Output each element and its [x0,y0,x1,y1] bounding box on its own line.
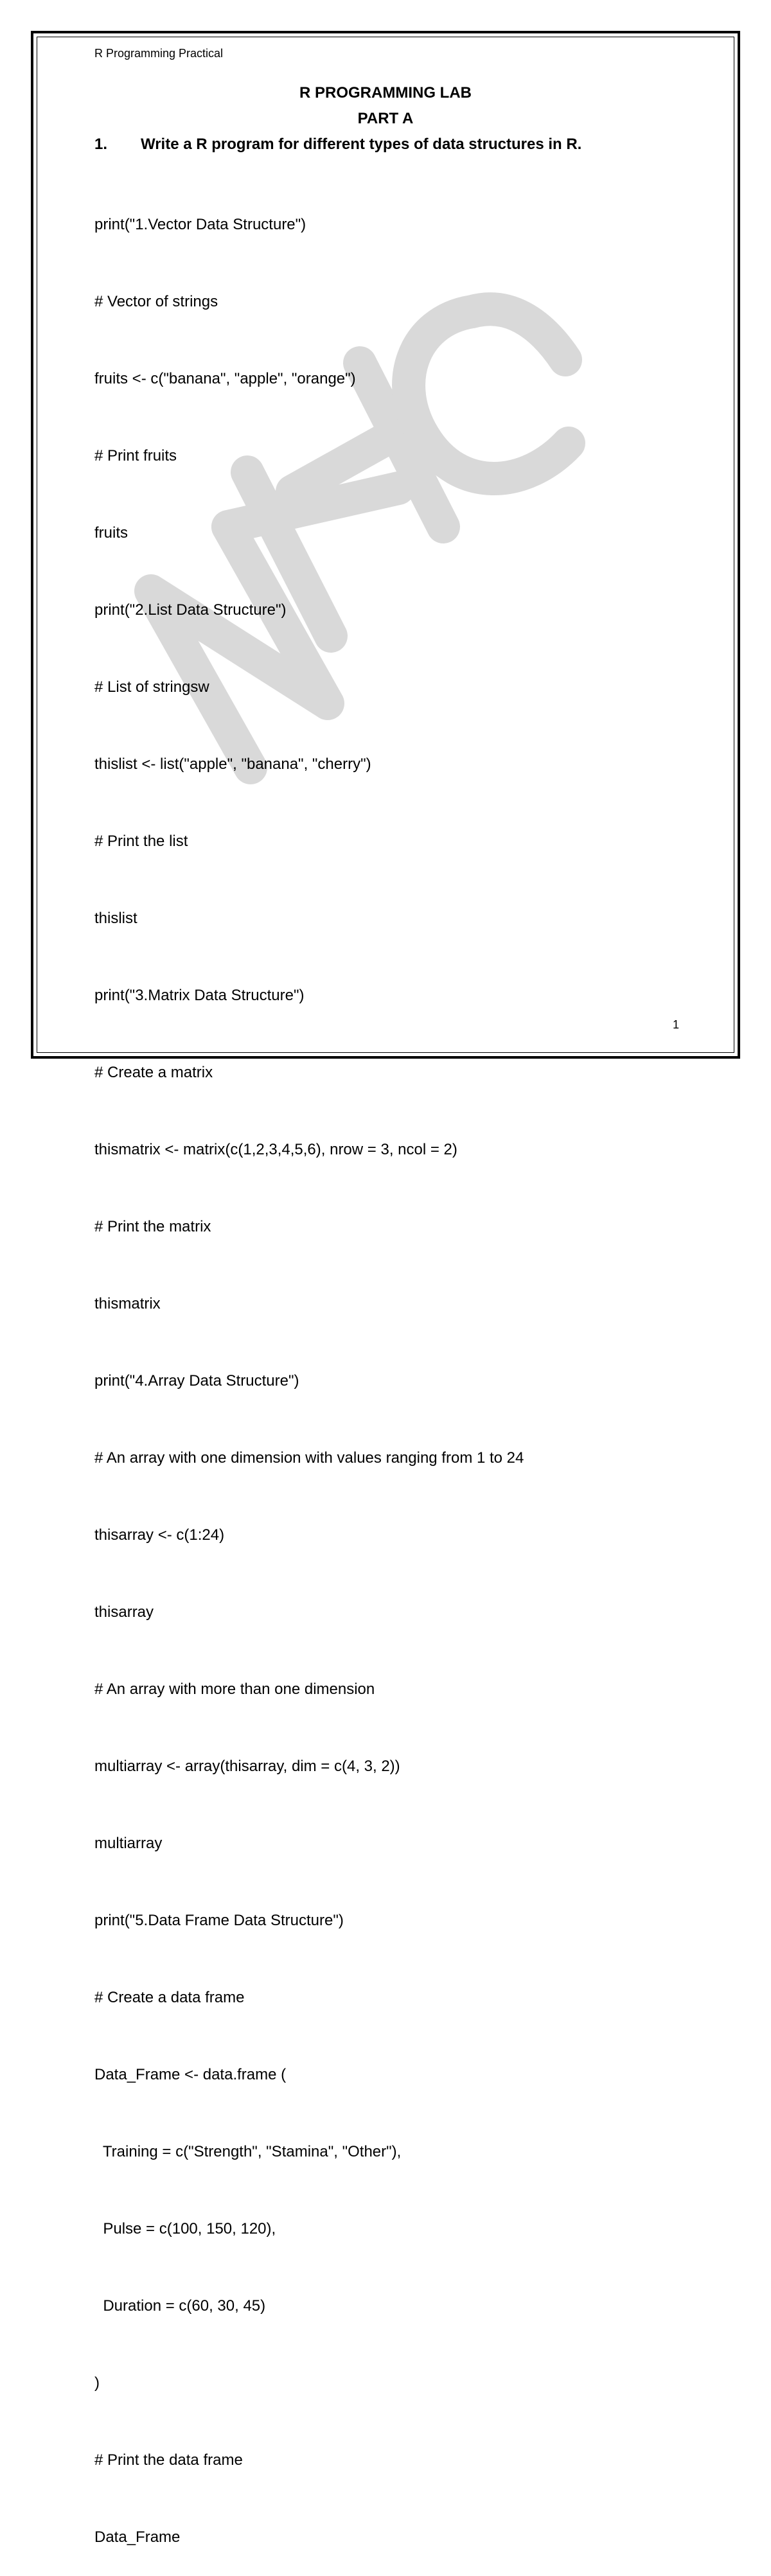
question-heading [94,136,581,154]
code-line: fruits <- c("banana", "apple", "orange") [94,370,356,387]
code-line: fruits [94,524,128,542]
code-line: # An array with one dimension with values ranging from 1 to 24 [94,1449,524,1467]
question-text: Write a R program for different types of data structures in R. [141,136,582,153]
code-line: # Print the matrix [94,1218,211,1235]
page-title: R PROGRAMMING LAB [299,84,472,101]
code-line: multiarray <- array(thisarray, dim = c(4, 3, 2)) [94,1758,400,1775]
code-line: # Create a data frame [94,1989,245,2006]
code-line: ) [94,2374,100,2392]
code-line: multiarray [94,1835,163,1852]
page-subtitle: PART A [357,110,414,127]
code-line: thisarray <- c(1:24) [94,1526,225,1544]
question-number: 1. [94,136,108,153]
page-number: 1 [673,1018,680,1031]
code-line: thislist [94,910,137,927]
code-line: Duration = c(60, 30, 45) [94,2297,266,2315]
code-line: # Print the list [94,833,188,850]
code-line: # Print the data frame [94,2451,243,2469]
code-line: # An array with more than one dimension [94,1681,375,1698]
code-line: thismatrix <- matrix(c(1,2,3,4,5,6), nrow = 3, ncol = 2) [94,1141,457,1158]
code-block [94,161,524,2576]
code-line: Data_Frame [94,2528,181,2546]
code-line: print("1.Vector Data Structure") [94,216,306,233]
code-line: thislist <- list("apple", "banana", "cherry") [94,755,371,773]
code-line: Training = c("Strength", "Stamina", "Other"), [94,2143,402,2160]
code-line: print("4.Array Data Structure") [94,1372,299,1389]
code-line: # Print fruits [94,447,177,464]
code-line: # Create a matrix [94,1064,213,1081]
running-header: R Programming Practical [94,47,224,60]
code-line: thisarray [94,1603,154,1621]
code-line: # List of stringsw [94,678,209,696]
code-line: print("3.Matrix Data Structure") [94,987,305,1004]
code-line: Data_Frame <- data.frame ( [94,2066,287,2083]
code-line: thismatrix [94,1295,161,1312]
code-line: print("5.Data Frame Data Structure") [94,1912,344,1929]
code-line: # Vector of strings [94,293,218,310]
code-line: print("2.List Data Structure") [94,601,287,619]
code-line: Pulse = c(100, 150, 120), [94,2220,276,2237]
